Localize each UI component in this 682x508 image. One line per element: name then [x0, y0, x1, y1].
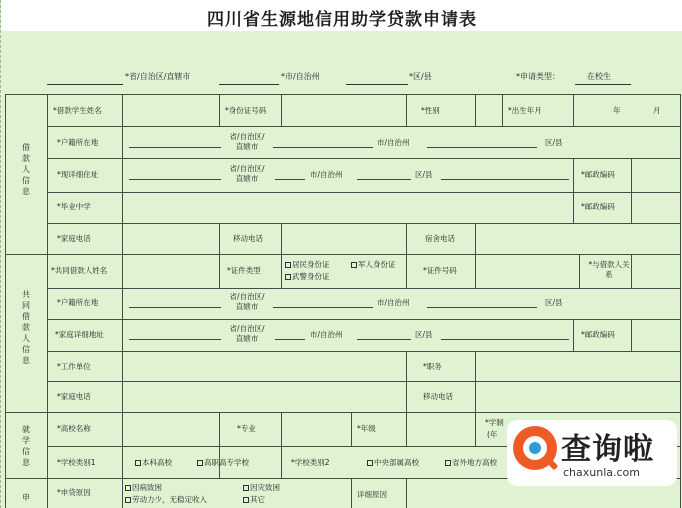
reason-ill-option[interactable]: 因病致困: [125, 483, 162, 493]
hukou-province-unit: 省/自治区/直辖市: [229, 132, 265, 151]
disaster-checkbox[interactable]: [243, 485, 249, 491]
resident-checkbox[interactable]: [285, 262, 291, 268]
co-id-number-label: *证件号码: [423, 266, 457, 275]
vocational-checkbox[interactable]: [197, 460, 203, 466]
address-province-unit: 省/自治区/直辖市: [229, 164, 265, 183]
middle-school-label: *毕业中学: [57, 202, 91, 211]
gender-label: *性别: [421, 106, 440, 115]
police-checkbox[interactable]: [285, 274, 291, 280]
co-hukou-label: *户籍所在地: [57, 298, 99, 307]
reason-labor-option[interactable]: 劳动力少，无稳定收入: [125, 495, 207, 505]
ill-checkbox[interactable]: [125, 485, 131, 491]
id-number-label: *身份证号码: [225, 106, 267, 115]
address-label: *现详细住址: [57, 170, 99, 179]
co-hukou-province-unit: 省/自治区/直辖市: [229, 292, 265, 311]
id-type-resident-option[interactable]: 居民身份证: [285, 260, 330, 270]
hukou-label: *户籍所在地: [57, 138, 99, 147]
labor-checkbox[interactable]: [125, 497, 131, 503]
dorm-phone-label: 宿舍电话: [425, 234, 455, 243]
school-type2-label: *学校类别2: [291, 458, 330, 467]
local-checkbox[interactable]: [445, 460, 451, 466]
magnifier-icon: [513, 426, 557, 470]
co-mobile-label: 移动电话: [423, 392, 453, 401]
co-address-county-unit: 区/县: [415, 330, 433, 339]
co-address-city-unit: 市/自治州: [310, 330, 343, 339]
employer-label: *工作单位: [57, 362, 91, 371]
birth-month-label: 月: [653, 106, 661, 115]
birth-year-label: 年: [613, 106, 621, 115]
apply-type-label: *申请类型：: [516, 72, 560, 81]
other-checkbox[interactable]: [243, 497, 249, 503]
city-field-line: [219, 84, 279, 85]
type1-undergrad-option[interactable]: 本科高校: [135, 458, 172, 468]
co-postcode-label: *邮政编码: [581, 330, 615, 339]
duty-label: *职务: [423, 362, 442, 371]
application-section-label: 申: [22, 493, 30, 502]
apply-type-line: [575, 84, 631, 85]
length-label-1: *学制: [485, 418, 504, 427]
id-type-military-option[interactable]: 军人身份证: [351, 260, 396, 270]
form-title: 四川省生源地信用助学贷款申请表: [207, 10, 477, 30]
hukou-county-unit: 区/县: [545, 138, 563, 147]
relation-label: *与借款人关系: [588, 260, 630, 279]
military-checkbox[interactable]: [351, 262, 357, 268]
co-borrower-section-label: 共同借款人信息: [22, 290, 30, 365]
watermark-en-text: chaxunla.com: [563, 466, 640, 479]
type2-local-option[interactable]: 省外地方高校: [445, 458, 497, 468]
co-home-phone-label: *家庭电话: [57, 392, 91, 401]
address-postcode-label: *邮政编码: [581, 170, 615, 179]
province-label: *省/自治区/直辖市: [125, 72, 191, 81]
type2-central-option[interactable]: 中央部属高校: [367, 458, 419, 468]
watermark-cn-text: 查询啦: [561, 432, 654, 467]
reason-disaster-option[interactable]: 因灾致困: [243, 483, 280, 493]
student-name-label: *借款学生姓名: [53, 106, 102, 115]
grade-label: *年级: [357, 424, 376, 433]
id-type-police-option[interactable]: 武警身份证: [285, 272, 330, 282]
middle-school-postcode-label: *邮政编码: [581, 202, 615, 211]
school-name-label: *高校名称: [57, 424, 91, 433]
reason-label: *申贷原因: [57, 488, 91, 497]
city-label: *市/自治州: [281, 72, 320, 81]
address-city-unit: 市/自治州: [310, 170, 343, 179]
province-field-line: [47, 84, 123, 85]
co-address-province-unit: 省/自治区/直辖市: [229, 324, 265, 343]
borrower-section-label: 借款人信息: [22, 143, 30, 196]
chaxunla-watermark: [507, 420, 677, 486]
birth-label: *出生年月: [508, 106, 542, 115]
id-type-label: *证件类型: [227, 266, 261, 275]
type1-vocational-option[interactable]: 高职高专学校: [197, 458, 249, 468]
school-type1-label: *学校类别1: [57, 458, 96, 467]
co-address-label: *家庭详细地址: [55, 330, 104, 339]
co-hukou-county-unit: 区/县: [545, 298, 563, 307]
hukou-city-unit: 市/自治州: [377, 138, 410, 147]
school-section-label: 就学信息: [22, 425, 30, 467]
mobile-label: 移动电话: [233, 234, 263, 243]
major-label: *专业: [237, 424, 256, 433]
length-label-2: (年: [487, 430, 498, 439]
district-label: *区/县: [409, 72, 432, 81]
co-hukou-city-unit: 市/自治州: [377, 298, 410, 307]
central-checkbox[interactable]: [367, 460, 373, 466]
address-county-unit: 区/县: [415, 170, 433, 179]
undergrad-checkbox[interactable]: [135, 460, 141, 466]
apply-type-value: 在校生: [587, 72, 611, 81]
district-field-line: [346, 84, 408, 85]
detail-reason-label: 详细原因: [357, 490, 387, 499]
reason-other-option[interactable]: 其它: [243, 495, 265, 505]
co-borrower-name-label: *共同借款人姓名: [51, 266, 108, 275]
home-phone-label: *家庭电话: [57, 234, 91, 243]
